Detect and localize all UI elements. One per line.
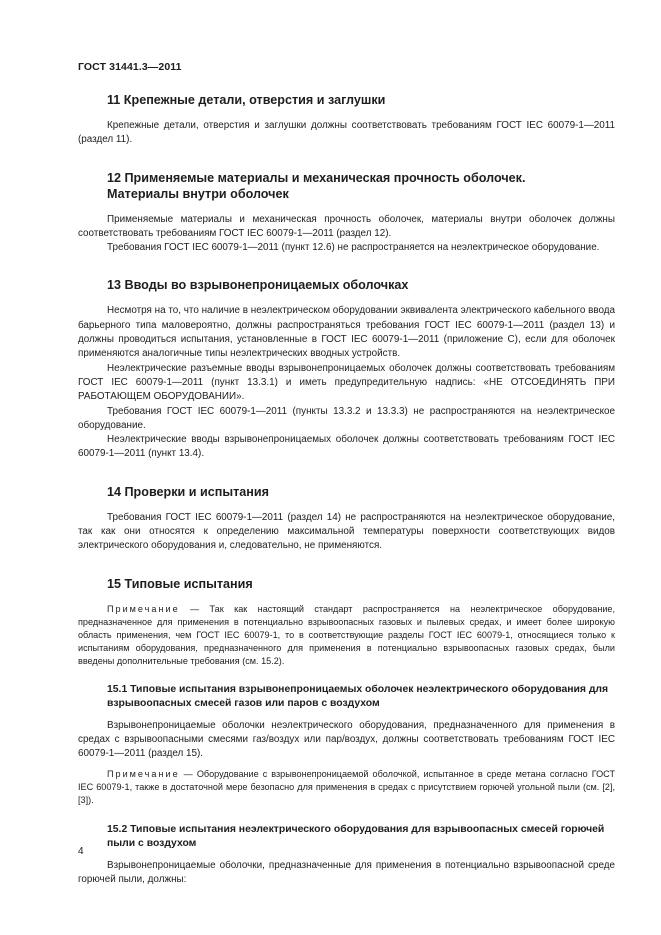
section-title: 12 Применяемые материалы и механическая прочность оболочек. Материалы внутри оболочек [107,170,526,201]
note-label: Примечание [107,768,180,779]
subsection-15-1 [78,683,615,808]
paragraph: Требования ГОСТ IEC 60079-1—2011 (раздел 14) не распространяются на неэлектрическое оборудование, так как они относятся к определению максимальной температуры поверхности соответствующих видов электрического оборудования и, следовательно, не применяются. [78,511,615,552]
paragraph: Взрывонепроницаемые оболочки неэлектрического оборудования, предназначенного для применения в средах с взрывоопасными смесями газ/воздух или пар/воздух, должны соответствовать требованиям ГОСТ IEC 60079-1—2011 (раздел 15). [78,719,615,760]
paragraph: Требования ГОСТ IEC 60079-1—2011 (пункт 12.6) не распространяется на неэлектрическое оборудование. [107,242,600,254]
section-15 [78,576,615,669]
section-title: 11 Крепежные детали, отверстия и заглушки [107,93,386,107]
subsection-15-2 [78,823,615,888]
paragraph: Применяемые материалы и механическая прочность оболочек, материалы внутри оболочек должны соответствовать требованиям ГОСТ IEC 60079-1—2011 (раздел 12). [78,213,615,239]
paragraph: Несмотря на то, что наличие в неэлектрическом оборудовании эквивалента электрического кабельного ввода барьерного типа маловероятно, должны распространяться требования ГОСТ IEC 60079-1—2011 (раздел 13) и должны проводиться испытания, установленные в ГОСТ IEC 60079-1—2011 (приложение С), если для оболочек применяются аналогичные типы неэлектрических вводных устройств. [78,305,615,360]
paragraph: Требования ГОСТ IEC 60079-1—2011 (пункты 13.3.2 и 13.3.3) не распространяются на неэлектрическое оборудование. [78,405,615,431]
section-13 [78,277,615,461]
section-11 [78,92,615,148]
paragraph: Неэлектрические разъемные вводы взрывонепроницаемых оболочек должны соответствовать требованиям ГОСТ IEC 60079-1—2011 (пункт 13.3.1) и иметь предупредительную надпись: «НЕ ОТСОЕДИНЯТЬ ПРИ РАБОТАЮЩЕМ ОБОРУДОВАНИИ». [78,362,615,403]
section-14 [78,484,615,554]
paragraph: Крепежные детали, отверстия и заглушки должны соответствовать требованиям ГОСТ IEC 60079-1—2011 (раздел 11). [78,120,615,146]
document-body [78,92,615,910]
paragraph: Взрывонепроницаемые оболочки, предназначенные для применения в потенциально взрывоопасной среде горючей пыли, должны: [78,860,615,886]
section-title: 15 Типовые испытания [107,576,253,591]
section-12 [78,170,615,256]
subsection-title: 15.2 Типовые испытания неэлектрического оборудования для взрывоопасных смесей горючей пыли с воздухом [107,824,605,850]
section-title: 13 Вводы во взрывонепроницаемых оболочках [107,278,409,293]
subsection-title: 15.1 Типовые испытания взрывонепроницаемых оболочек неэлектрического оборудования для взрывоопасных смесей газов или паров с воздухом [107,683,609,709]
note [78,768,615,808]
note-label: Примечание [107,603,180,614]
document-header: ГОСТ 31441.3—2011 [78,61,182,73]
section-title: 14 Проверки и испытания [107,484,269,499]
note-text: — Оборудование с взрывонепроницаемой оболочкой, испытанное в среде метана согласно ГОСТ IEC 60079-1, также в достаточной мере безопасно для применения в средах с присутствием горючей угольной пыли (см. [2], [3]). [78,768,615,805]
paragraph: Неэлектрические вводы взрывонепроницаемых оболочек должны соответствовать требованиям ГОСТ IEC 60079-1—2011 (пункт 13.4). [78,434,615,460]
note-text: — Так как настоящий стандарт распространяется на неэлектрическое оборудование, предназначенное для применения в потенциально взрывоопасных газовых и пылевых средах, и имеет более широкую область применения, чем ГОСТ IEC 60079-1, то в соответствующие разделы ГОСТ IEC 60079-1, относящиеся только к испытаниям оборудования, предназначенного для применения в потенциально взрывоопасных газовых средах, были введены дополнительные требования (см. 15.2). [78,603,615,667]
note [78,603,615,669]
page-number: 4 [78,846,84,857]
